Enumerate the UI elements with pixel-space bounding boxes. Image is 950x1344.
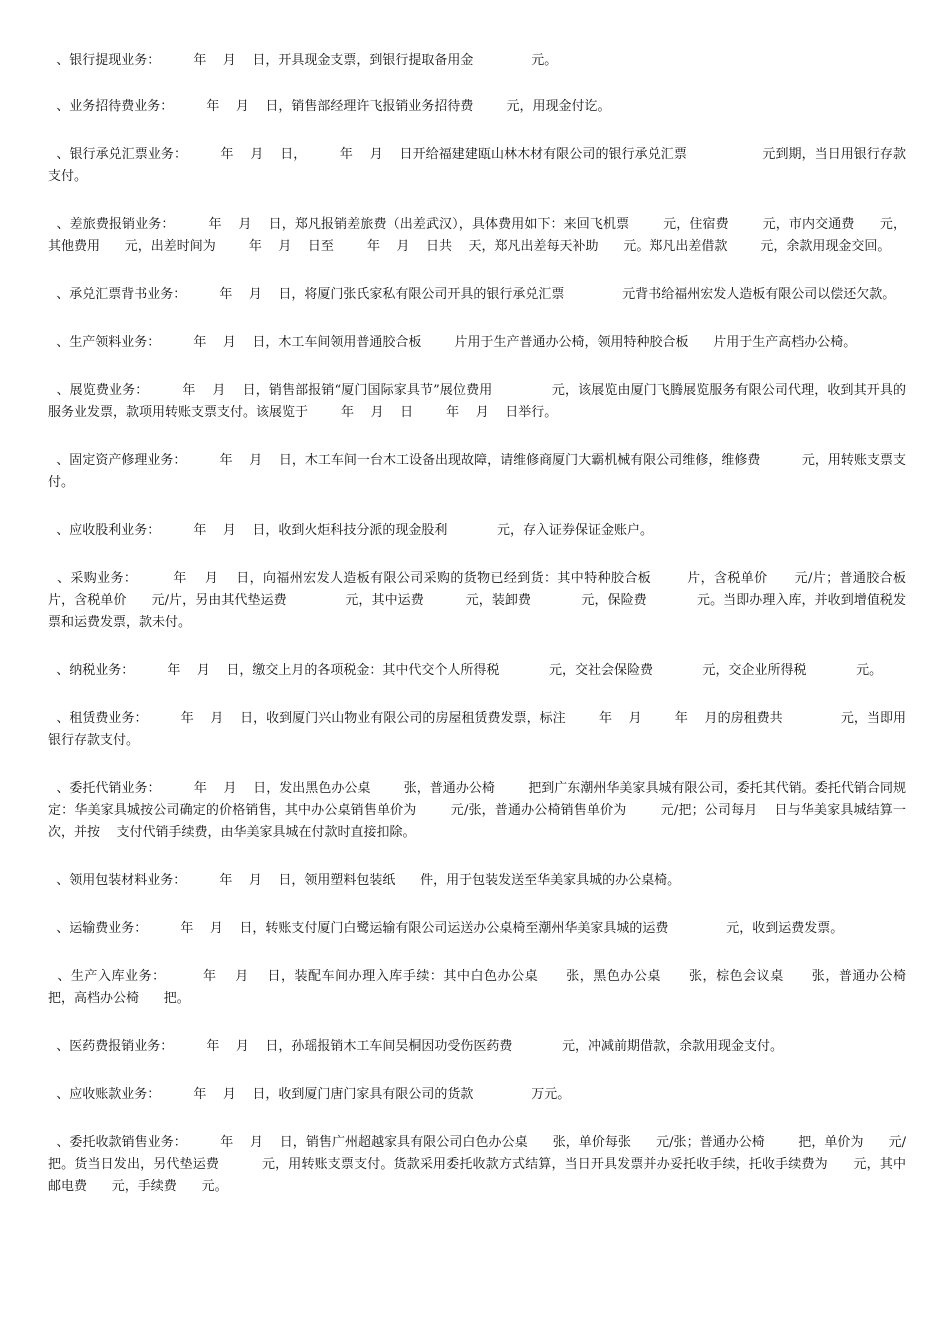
paragraph-material-requisition: 、生产领料业务： 年 月 日，木工车间领用普通胶合板 片用于生产普通办公椅，领用特种胶合板 片用于生产高档办公椅。 [48, 335, 857, 350]
paragraph-accounts-receivable: 、应收账款业务： 年 月 日，收到厦门唐门家具有限公司的货款 万元。 [48, 1087, 571, 1102]
paragraph-travel-expense: 、差旅费报销业务： 年 月 日，郑凡报销差旅费（出差武汉），具体费用如下：来回飞机票 元，住宿费 元，市内交通费 元，其他费用 元，出差时间为 年 月 日至 年 月 日共 天，郑凡出差每天补助 元。郑凡出差借款 元，余款用现金交回。 [48, 217, 907, 254]
paragraph-medical-expense: 、医药费报销业务： 年 月 日，孙瑶报销木工车间吴桐因功受伤医药费 元，冲减前期借款，余款用现金支付。 [48, 1039, 783, 1054]
paragraph-packaging-material: 、领用包装材料业务： 年 月 日，领用塑料包装纸 件，用于包装发送至华美家具城的办公桌椅。 [48, 873, 681, 888]
paragraph-entertainment-expense: 、业务招待费业务： 年 月 日，销售部经理许飞报销业务招待费 元，用现金付讫。 [48, 99, 611, 114]
paragraph-production-warehousing: 、生产入库业务： 年 月 日，装配车间办理入库手续：其中白色办公桌 张，黑色办公桌 张，棕色会议桌 张，普通办公椅 把，高档办公椅 把。 [48, 969, 931, 1006]
paragraph-purchase: 、采购业务： 年 月 日，向福州宏发人造板有限公司采购的货物已经到货：其中特种胶合板 片，含税单价 元/片；普通胶合板 片，含税单价 元/片，另由其代垫运费 元，其中运费 元，装卸费 元，保险费 元。当即办理入库，并收到增值税发票和运费发票，款未付。 [48, 571, 940, 630]
paragraph-bank-acceptance-bill: 、银行承兑汇票业务： 年 月 日， 年 月 日开给福建建瓯山林木材有限公司的银行承兑汇票 元到期，当日用银行存款支付。 [48, 147, 906, 184]
paragraph-consignment-sales: 、委托代销业务： 年 月 日，发出黑色办公桌 张，普通办公椅 把到广东潮州华美家具城有限公司，委托其代销。委托代销合同规定：华美家具城按公司确定的价格销售，其中办公桌销售单价为 元/张，普通办公椅销售单价为 元/把；公司每月 日与华美家具城结算一次，并按 支付代销手续费，由华美家具城在付款时直接扣除。 [48, 781, 906, 840]
paragraph-dividend-receivable: 、应收股利业务： 年 月 日，收到火炬科技分派的现金股利 元，存入证券保证金账户。 [48, 523, 653, 538]
paragraph-collection-sales: 、委托收款销售业务： 年 月 日，销售广州超越家具有限公司白色办公桌 张，单价每张 元/张；普通办公椅 把，单价为 元/把。货当日发出，另代垫运费 元，用转账支票支付。货款采用委托收款方式结算，当日开具发票并办妥托收手续，托收手续费为 元，其中邮电费 元，手续费 元。 [48, 1135, 906, 1194]
paragraph-bank-withdrawal: 、银行提现业务： 年 月 日，开具现金支票，到银行提取备用金 元。 [48, 53, 558, 68]
paragraph-tax-payment: 、纳税业务： 年 月 日，缴交上月的各项税金：其中代交个人所得税 元，交社会保险费 元，交企业所得税 元。 [48, 663, 883, 678]
paragraph-exhibition-expense: 、展览费业务： 年 月 日，销售部报销“厦门国际家具节”展位费用 元，该展览由厦门飞腾展览服务有限公司代理，收到其开具的服务业发票，款项用转账支票支付。该展览于 年 月 日 年 月 日举行。 [48, 383, 907, 420]
paragraph-rent-expense: 、租赁费业务： 年 月 日，收到厦门兴山物业有限公司的房屋租赁费发票，标注 年 月 年 月的房租费共 元，当即用银行存款支付。 [48, 711, 907, 748]
paragraph-bill-endorsement: 、承兑汇票背书业务： 年 月 日，将厦门张氏家私有限公司开具的银行承兑汇票 元背书给福州宏发人造板有限公司以偿还欠款。 [48, 287, 896, 302]
paragraph-fixed-asset-repair: 、固定资产修理业务： 年 月 日，木工车间一台木工设备出现故障，请维修商厦门大霸机械有限公司维修，维修费 元，用转账支票支付。 [48, 453, 906, 490]
paragraph-transport-expense: 、运输费业务： 年 月 日，转账支付厦门白鹭运输有限公司运送办公桌椅至潮州华美家具城的运费 元，收到运费发票。 [48, 921, 844, 936]
